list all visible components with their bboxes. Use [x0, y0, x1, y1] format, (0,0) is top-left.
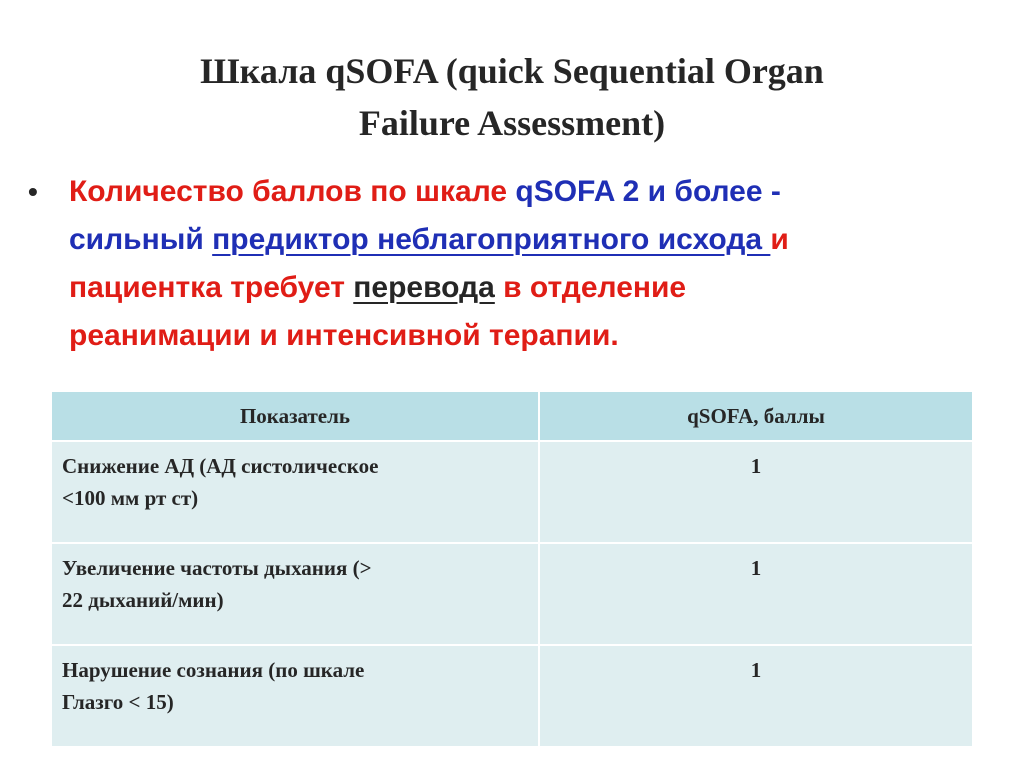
bullet-line-2	[69, 216, 988, 264]
bullet-seg-2: qSOFA 2 и более -	[515, 175, 781, 208]
indicator-cell	[51, 645, 539, 747]
indicator-text-line1: Увеличение частоты дыхания (>	[62, 556, 372, 580]
header-indicator: Показатель	[51, 391, 539, 441]
slide-title	[60, 45, 964, 149]
qsofa-table	[50, 390, 974, 748]
slide-title-line2: Failure Assessment)	[358, 103, 666, 143]
indicator-text-line1: Снижение АД (АД систолическое	[62, 454, 379, 478]
bullet-point	[28, 168, 988, 360]
bullet-line-4	[69, 312, 988, 360]
bullet-seg-5: и	[770, 223, 789, 256]
bullet-seg-8: в отделение	[494, 271, 687, 304]
bullet-line-1	[69, 168, 988, 216]
bullet-seg-1: Количество баллов по шкале	[69, 175, 516, 208]
table-row	[51, 543, 973, 645]
bullet-text	[69, 168, 988, 360]
indicator-cell	[51, 441, 539, 543]
bullet-seg-9: реанимации и интенсивной терапии.	[69, 319, 619, 352]
score-cell: 1	[539, 441, 973, 543]
table-row	[51, 645, 973, 747]
header-score: qSOFA, баллы	[539, 391, 973, 441]
score-cell: 1	[539, 645, 973, 747]
indicator-text-line2: 22 дыханий/мин)	[62, 588, 224, 612]
bullet-marker: •	[28, 176, 38, 207]
score-cell: 1	[539, 543, 973, 645]
bullet-seg-6: пациентка требует	[69, 271, 354, 304]
bullet-seg-3: сильный	[69, 223, 213, 256]
indicator-text-line2: <100 мм рт ст)	[62, 486, 199, 510]
indicator-text-line2: Глазго < 15)	[62, 690, 174, 714]
bullet-seg-4-underlined: предиктор неблагоприятного исхода	[212, 223, 771, 256]
table-row	[51, 441, 973, 543]
slide-title-line1: Шкала qSOFA (quick Sequential Organ	[200, 51, 824, 91]
indicator-text-line1: Нарушение сознания (по шкале	[62, 658, 365, 682]
indicator-cell	[51, 543, 539, 645]
bullet-seg-7-underlined: перевода	[353, 271, 495, 304]
bullet-line-3	[69, 264, 988, 312]
table-header-row	[51, 391, 973, 441]
